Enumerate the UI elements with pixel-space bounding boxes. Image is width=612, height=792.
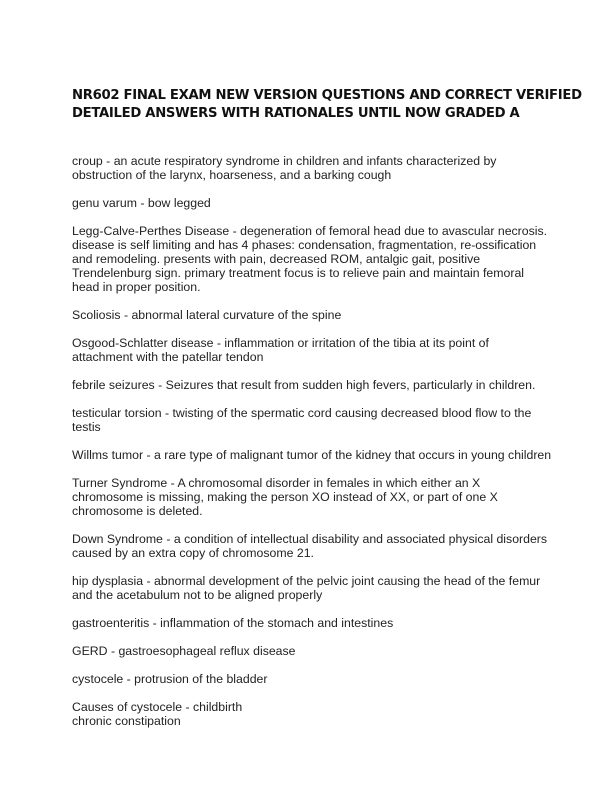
entry-line: chromosome is missing, making the person XO instead of XX, or part of one X [72, 490, 498, 504]
entry-line: testis [72, 420, 101, 434]
entry-line: croup - an acute respiratory syndrome in children and infants characterized by [72, 154, 497, 168]
entry-line: Down Syndrome - a condition of intellectual disability and associated physical disorders [72, 532, 548, 546]
entry-line: caused by an extra copy of chromosome 21. [72, 546, 314, 560]
entry-line: GERD - gastroesophageal reflux disease [72, 644, 296, 658]
entry-line: attachment with the patellar tendon [72, 350, 264, 364]
entry-line: obstruction of the larynx, hoarseness, and a barking cough [72, 168, 392, 182]
flashcard-entry-hip-dysplasia [72, 574, 552, 602]
entry-line: cystocele - protrusion of the bladder [72, 672, 268, 686]
flashcard-entry-croup [72, 154, 552, 182]
flashcard-entry-turner-syndrome [72, 476, 552, 518]
flashcard-entry-gerd [72, 644, 552, 658]
entry-line: head in proper position. [72, 280, 201, 294]
title-line: DETAILED ANSWERS WITH RATIONALES UNTIL NOW GRADED A [72, 106, 520, 121]
flashcard-list [72, 154, 552, 728]
flashcard-entry-genu-varum [72, 196, 552, 210]
entry-line: testicular torsion - twisting of the spermatic cord causing decreased blood flow to the [72, 406, 532, 420]
title-line: NR602 FINAL EXAM NEW VERSION QUESTIONS AND CORRECT VERIFIED [72, 88, 582, 103]
entry-line: febrile seizures - Seizures that result from sudden high fevers, particularly in children. [72, 378, 536, 392]
flashcard-entry-osgood-schlatter [72, 336, 552, 364]
flashcard-entry-febrile-seizures [72, 378, 552, 392]
entry-line: Scoliosis - abnormal lateral curvature of the spine [72, 308, 342, 322]
entry-line: chronic constipation [72, 714, 181, 728]
flashcard-entry-willms-tumor [72, 448, 552, 462]
entry-line: chromosome is deleted. [72, 504, 203, 518]
entry-line: and remodeling. presents with pain, decreased ROM, antalgic gait, positive [72, 252, 481, 266]
flashcard-entry-legg-calve-perthes [72, 224, 552, 294]
entry-line: Legg-Calve-Perthes Disease - degeneration of femoral head due to avascular necrosis. [72, 224, 548, 238]
flashcard-entry-causes-of-cystocele [72, 700, 552, 728]
flashcard-entry-testicular-torsion [72, 406, 552, 434]
entry-line: Trendelenburg sign. primary treatment focus is to relieve pain and maintain femoral [72, 266, 525, 280]
document-title [72, 87, 582, 123]
entry-line: disease is self limiting and has 4 phases: condensation, fragmentation, re-ossification [72, 238, 537, 252]
flashcard-entry-gastroenteritis [72, 616, 552, 630]
entry-line: gastroenteritis - inflammation of the stomach and intestines [72, 616, 394, 630]
entry-line: Turner Syndrome - A chromosomal disorder in females in which either an X [72, 476, 481, 490]
entry-line: and the acetabulum not to be aligned properly [72, 588, 323, 602]
flashcard-entry-cystocele [72, 672, 552, 686]
flashcard-entry-down-syndrome [72, 532, 552, 560]
flashcard-entry-scoliosis [72, 308, 552, 322]
entry-line: Osgood-Schlatter disease - inflammation or irritation of the tibia at its point of [72, 336, 489, 350]
entry-line: genu varum - bow legged [72, 196, 211, 210]
entry-line: hip dysplasia - abnormal development of the pelvic joint causing the head of the femur [72, 574, 541, 588]
entry-line: Willms tumor - a rare type of malignant tumor of the kidney that occurs in young children [72, 448, 552, 462]
entry-line: Causes of cystocele - childbirth [72, 700, 243, 714]
